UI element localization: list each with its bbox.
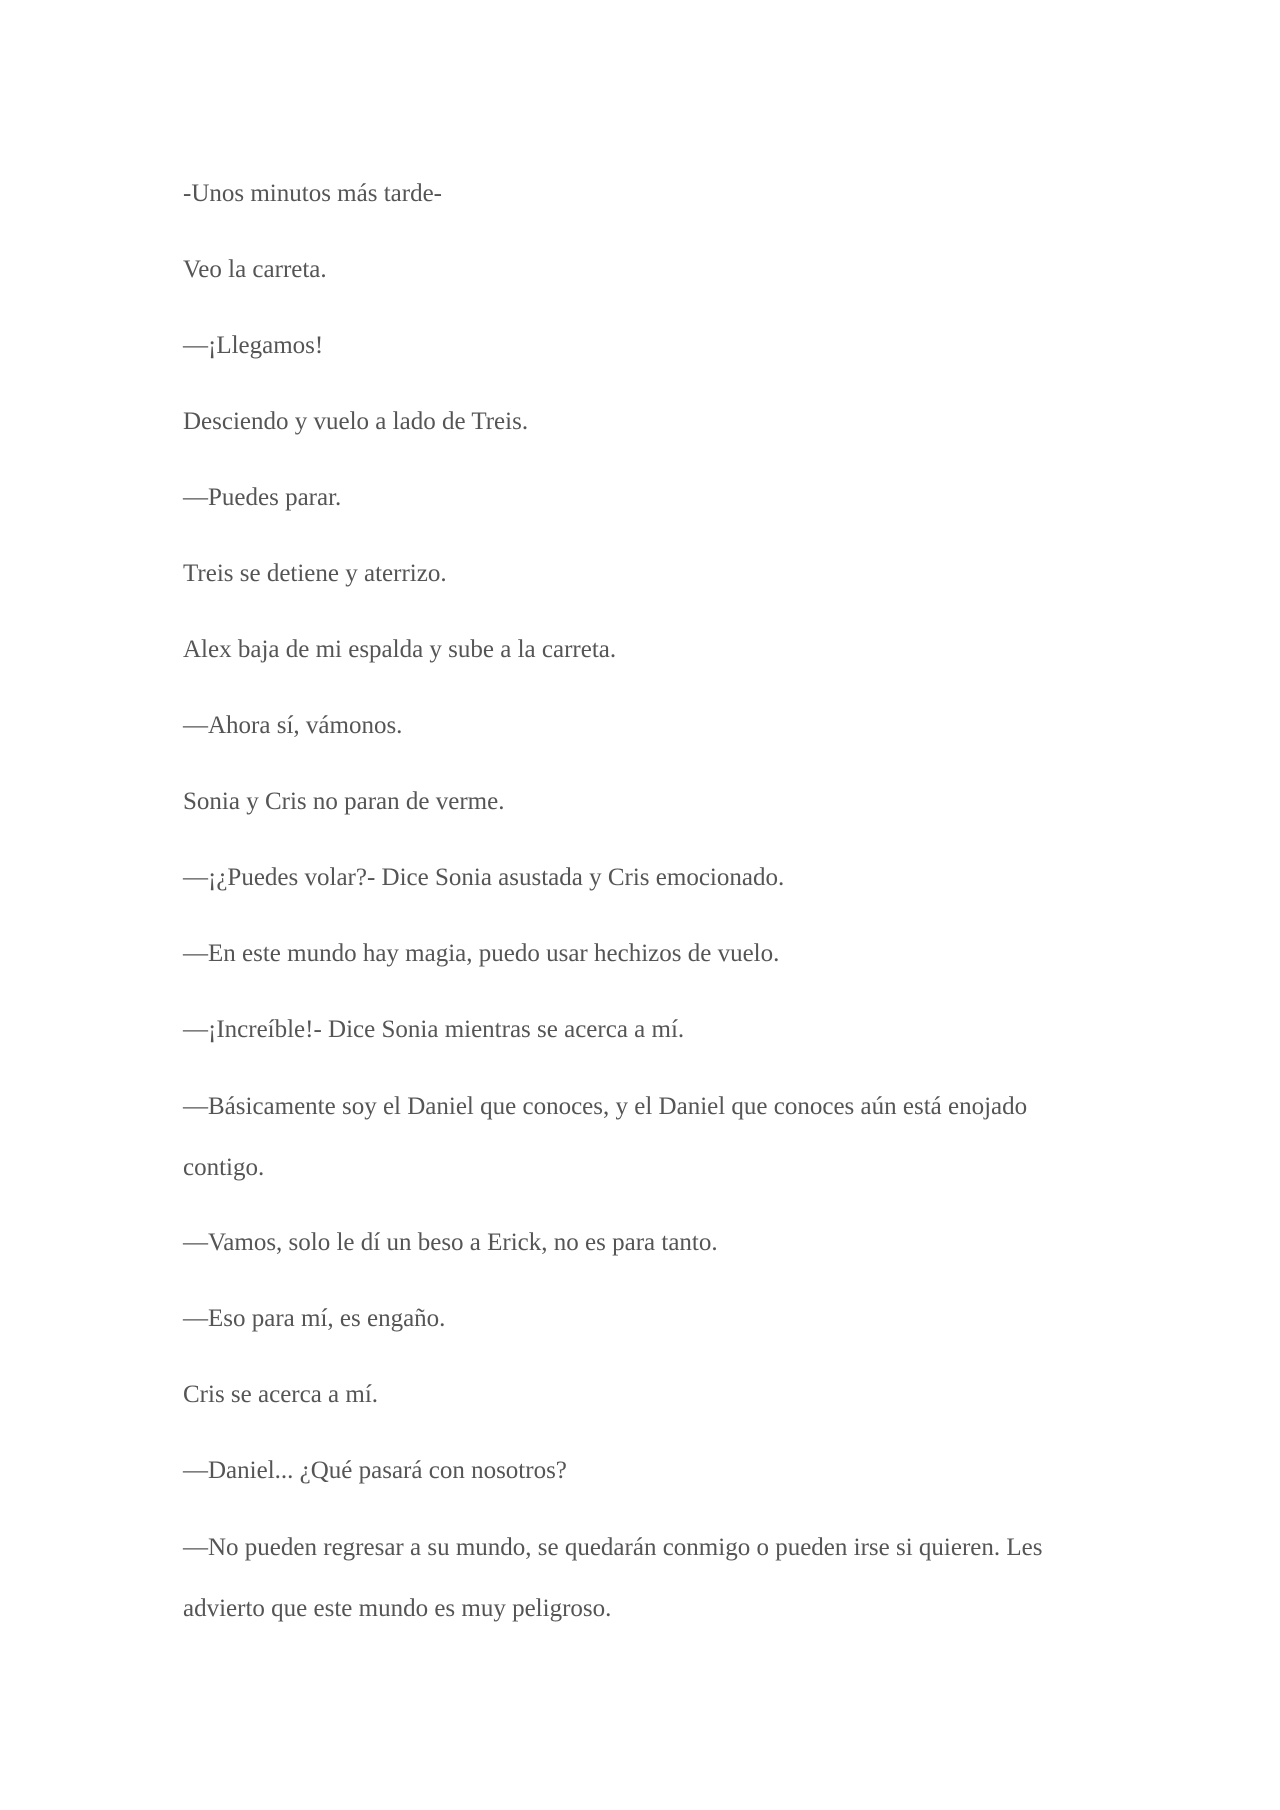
paragraph: Sonia y Cris no paran de verme. (183, 788, 505, 815)
paragraph: -Unos minutos más tarde- (183, 180, 442, 207)
paragraph: Treis se detiene y aterrizo. (183, 560, 447, 587)
paragraph: Veo la carreta. (183, 256, 327, 283)
paragraph: Desciendo y vuelo a lado de Treis. (183, 408, 529, 435)
paragraph: —Básicamente soy el Daniel que conoces, y el Daniel que conoces aún está enojado contigo. (183, 1093, 1028, 1181)
paragraph: —En este mundo hay magia, puedo usar hechizos de vuelo. (183, 940, 780, 967)
paragraph: Cris se acerca a mí. (183, 1381, 379, 1408)
paragraph: —Daniel... ¿Qué pasará con nosotros? (183, 1457, 567, 1484)
paragraph: —Eso para mí, es engaño. (183, 1305, 446, 1332)
paragraph: —¡Increíble!- Dice Sonia mientras se acerca a mí. (183, 1016, 685, 1043)
paragraph: Alex baja de mi espalda y sube a la carreta. (183, 636, 617, 663)
paragraph: —No pueden regresar a su mundo, se quedarán conmigo o pueden irse si quieren. Les advierto que este mundo es muy peligroso. (183, 1534, 1043, 1622)
paragraph: —¡¿Puedes volar?- Dice Sonia asustada y Cris emocionado. (183, 864, 785, 891)
paragraph: —Ahora sí, vámonos. (183, 712, 403, 739)
paragraph: —Vamos, solo le dí un beso a Erick, no es para tanto. (183, 1229, 718, 1256)
paragraph: —¡Llegamos! (183, 332, 324, 359)
paragraph: —Puedes parar. (183, 484, 342, 511)
document-body (183, 180, 1083, 1670)
